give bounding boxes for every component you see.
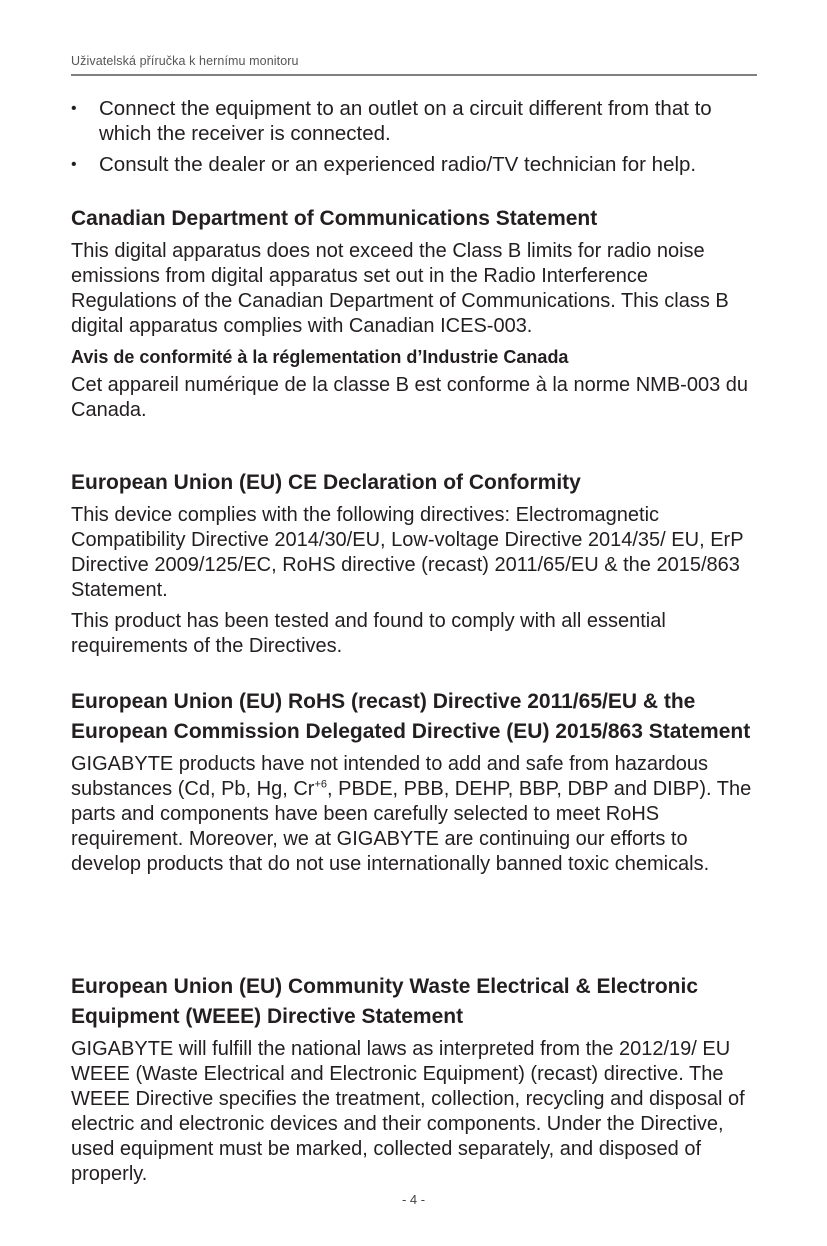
superscript: +6 — [314, 778, 327, 791]
bullet-icon: • — [71, 100, 77, 117]
section-eu-ce — [71, 468, 757, 659]
section-body: This product has been tested and found to comply with all essential requirements of the Directives. — [71, 610, 666, 657]
bullet-text: Consult the dealer or an experienced radio/TV technician for help. — [99, 153, 697, 176]
list-item — [71, 96, 757, 146]
running-header: Uživatelská příručka k hernímu monitoru — [71, 54, 299, 68]
section-heading: European Union (EU) RoHS (recast) Directive 2011/65/EU & the European Commission Delegated Directive (EU) 2015/863 Statement — [71, 690, 751, 743]
section-eu-rohs — [71, 687, 757, 877]
bullet-icon: • — [71, 156, 77, 173]
list-item — [71, 152, 757, 177]
section-body — [71, 752, 757, 877]
header-divider — [71, 74, 757, 76]
section-canada — [71, 204, 757, 423]
section-heading: Canadian Department of Communications Statement — [71, 207, 598, 230]
bullet-list — [71, 96, 757, 177]
section-heading: European Union (EU) Community Waste Electrical & Electronic Equipment (WEEE) Directive Statement — [71, 975, 698, 1028]
page-content — [71, 96, 757, 1185]
body-text: , PBDE, PBB, DEHP, BBP, DBP and DIBP). The parts and components have been carefully selected to meet RoHS requirement. Moreover, we at GIGABYTE are continuing our efforts to develop products that do not use internationally banned toxic chemicals. — [71, 778, 752, 875]
section-body: Cet appareil numérique de la classe B est conforme à la norme NMB-003 du Canada. — [71, 374, 749, 421]
section-body: This digital apparatus does not exceed the Class B limits for radio noise emissions from digital apparatus set out in the Radio Interference Regulations of the Canadian Department of Communications. This class B digital apparatus complies with Canadian ICES-003. — [71, 240, 729, 337]
section-heading: European Union (EU) CE Declaration of Conformity — [71, 471, 581, 494]
body-text: GIGABYTE products have not intended to add and safe from hazardous substances (Cd, Pb, Hg, Cr — [71, 753, 709, 800]
section-eu-weee — [71, 972, 757, 1187]
page-number: - 4 - — [401, 1192, 426, 1207]
section-body: This device complies with the following directives: Electromagnetic Compatibility Directive 2014/30/EU, Low-voltage Directive 2014/35/ EU, ErP Directive 2009/125/EC, RoHS directive (recast) 2011/65/EU & the 2015/863 Statement. — [71, 504, 744, 601]
section-body: GIGABYTE will fulfill the national laws as interpreted from the 2012/19/ EU WEEE (Waste Electrical and Electronic Equipment) (recast) directive. The WEEE Directive specifies the treatment, collection, recycling and disposal of electric and electronic devices and their components. Under the Directive, used equipment must be marked, collected separately, and disposed of properly. — [71, 1038, 745, 1185]
section-subheading: Avis de conformité à la réglementation d’Industrie Canada — [71, 347, 569, 367]
bullet-text: Connect the equipment to an outlet on a circuit different from that to which the receiver is connected. — [99, 97, 712, 145]
